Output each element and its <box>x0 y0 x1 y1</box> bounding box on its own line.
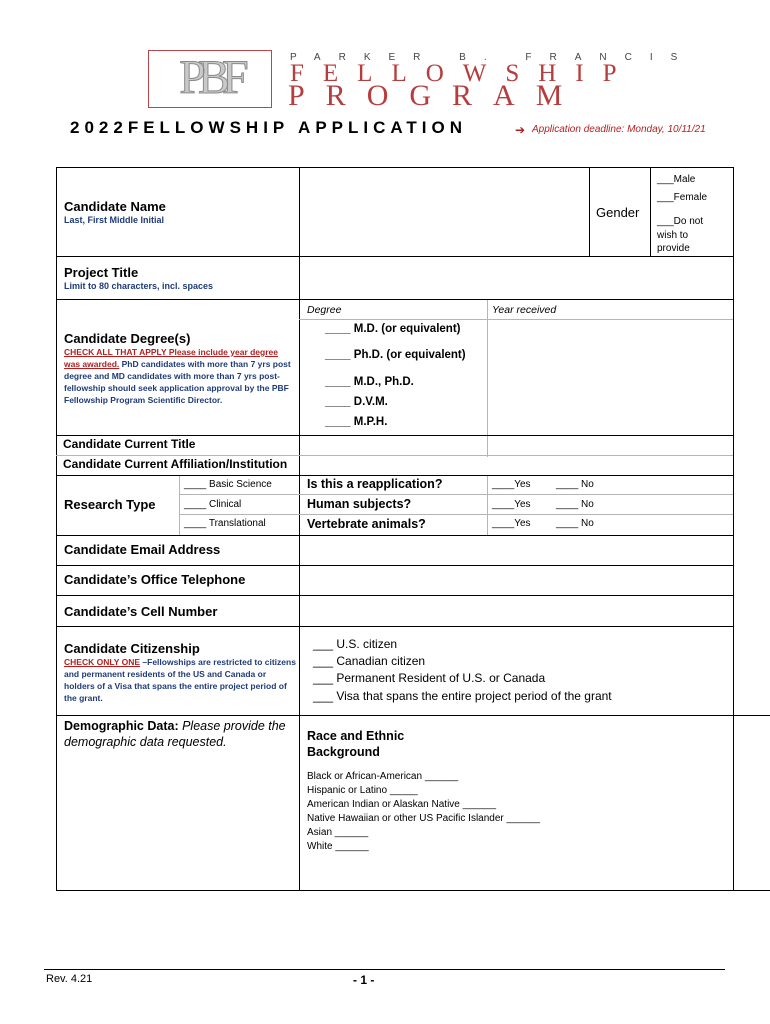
degree-md-phd-option[interactable]: ____ M.D., Ph.D. <box>325 376 414 388</box>
degree-dvm-option[interactable]: ____ D.V.M. <box>325 396 388 408</box>
degree-column-header: Degree <box>307 304 342 316</box>
reapplication-no[interactable]: ____ No <box>556 479 594 490</box>
project-title-hint: Limit to 80 characters, incl. spaces <box>64 281 214 291</box>
citizenship-hint-required: CHECK ONLY ONE <box>64 657 141 667</box>
citizenship-canadian-option[interactable]: ___ Canadian citizen <box>313 654 426 668</box>
candidate-name-field[interactable] <box>301 169 588 255</box>
revision-label: Rev. 4.21 <box>46 973 93 985</box>
demographic-title: Demographic Data: <box>64 719 179 733</box>
candidate-name-label: Candidate Name <box>64 199 166 214</box>
current-affiliation-label: Candidate Current Affiliation/Institution <box>63 457 288 471</box>
gender-decline-option-line2: wish to <box>657 230 689 241</box>
citizenship-hint <box>64 656 296 704</box>
project-title-label: Project Title <box>64 265 139 280</box>
candidate-name-hint: Last, First Middle Initial <box>64 215 165 225</box>
race-asian-option[interactable]: Asian ______ <box>307 827 369 838</box>
pbf-logo: PBF <box>179 51 241 104</box>
citizenship-us-option[interactable]: ___ U.S. citizen <box>313 637 398 651</box>
citizenship-visa-option[interactable]: ___ Visa that spans the entire project period of the grant <box>313 689 612 703</box>
vertebrate-animals-question: Vertebrate animals? <box>307 517 426 531</box>
arrow-right-icon: ➔ <box>515 123 526 137</box>
human-subjects-question: Human subjects? <box>307 497 412 511</box>
candidate-degree-hint <box>64 346 294 406</box>
gender-female-option[interactable]: ___Female <box>657 192 708 203</box>
vertebrate-animals-yes[interactable]: ____Yes <box>492 518 531 529</box>
race-ethnic-title: Race and Ethnic Background <box>307 729 405 759</box>
human-subjects-no[interactable]: ____ No <box>556 499 594 510</box>
gender-decline-option[interactable]: ___Do not <box>657 216 704 227</box>
vertebrate-animals-no[interactable]: ____ No <box>556 518 594 529</box>
logo-line-3: PROGRAM <box>288 79 584 112</box>
research-basic-option[interactable]: ____ Basic Science <box>184 479 272 490</box>
office-phone-field[interactable] <box>301 567 732 594</box>
research-clinical-option[interactable]: ____ Clinical <box>184 499 242 510</box>
gender-label: Gender <box>596 205 640 220</box>
race-american-indian-option[interactable]: American Indian or Alaskan Native ______ <box>307 799 497 810</box>
demographic-label <box>64 718 294 750</box>
race-hispanic-option[interactable]: Hispanic or Latino _____ <box>307 785 418 796</box>
cell-number-label: Candidate’s Cell Number <box>64 604 218 619</box>
degree-hint-note: PhD candidates with more than 7 yrs post degree and MD candidates with more than 7 yrs post-fellowship should seek application approval by the PBF Fellowship Program Scientific Director. <box>64 359 291 405</box>
page-number: - 1 - <box>353 973 375 987</box>
page-title: 2022FELLOWSHIP APPLICATION <box>70 118 468 137</box>
race-pacific-islander-option[interactable]: Native Hawaiian or other US Pacific Islander ______ <box>307 813 540 824</box>
race-black-option[interactable]: Black or African-American ______ <box>307 771 459 782</box>
footer-divider <box>44 969 725 970</box>
race-white-option[interactable]: White ______ <box>307 841 369 852</box>
gender-male-option[interactable]: ___Male <box>657 174 696 185</box>
citizenship-hint-note: –Fellowships are restricted to citizens and permanent residents of the US and Canada or holders of a Visa that spans the entire project period of the grant. <box>64 657 296 703</box>
reapplication-question: Is this a reapplication? <box>307 477 443 491</box>
project-title-field[interactable] <box>301 258 732 298</box>
degree-mph-option[interactable]: ____ M.P.H. <box>325 416 388 428</box>
research-type-label: Research Type <box>64 497 156 512</box>
gender-decline-option-line3: provide <box>657 243 690 254</box>
degree-phd-option[interactable]: ____ Ph.D. (or equivalent) <box>325 349 466 361</box>
logo-line-2: FELLOWSHIP <box>290 60 636 87</box>
office-phone-label: Candidate’s Office Telephone <box>64 572 246 587</box>
cell-number-field[interactable] <box>301 597 732 625</box>
year-column-header: Year received <box>492 304 557 316</box>
citizenship-permanent-resident-option[interactable]: ___ Permanent Resident of U.S. or Canada <box>313 671 546 685</box>
candidate-degree-label: Candidate Degree(s) <box>64 331 191 346</box>
deadline-text: Application deadline: Monday, 10/11/21 <box>532 124 706 135</box>
email-label: Candidate Email Address <box>64 542 221 557</box>
degree-hint-required: CHECK ALL THAT APPLY Please include year degree was awarded. <box>64 347 278 369</box>
citizenship-label: Candidate Citizenship <box>64 641 200 656</box>
email-field[interactable] <box>301 537 732 564</box>
logo-line-1: PARKER B. FRANCIS <box>290 52 696 63</box>
demographic-hint: Please provide the demographic data requested. <box>64 719 286 749</box>
current-title-label: Candidate Current Title <box>63 437 196 451</box>
degree-md-option[interactable]: ____ M.D. (or equivalent) <box>325 323 461 335</box>
reapplication-yes[interactable]: ____Yes <box>492 479 531 490</box>
human-subjects-yes[interactable]: ____Yes <box>492 499 531 510</box>
research-translational-option[interactable]: ____ Translational <box>184 518 266 529</box>
